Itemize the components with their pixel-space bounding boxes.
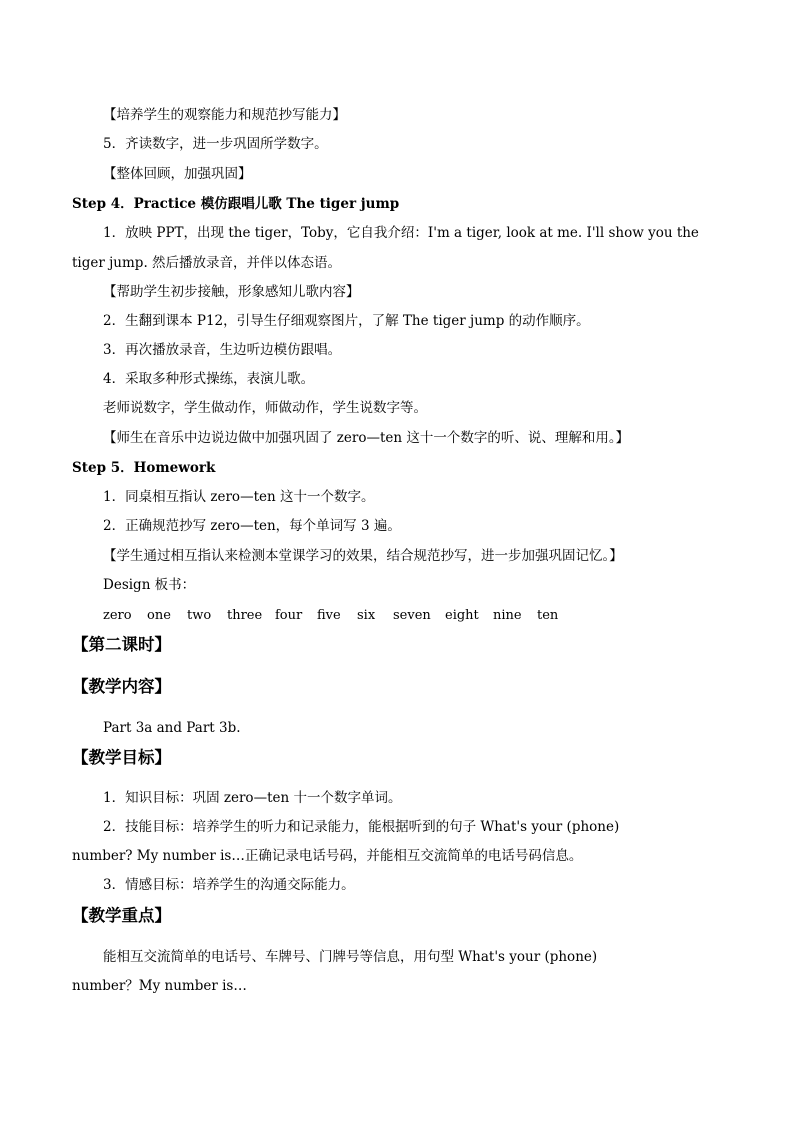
step4-item1-line2: tiger jump. 然后播放录音，并伴以体态语。: [72, 255, 342, 271]
focus-line1: 能相互交流简单的电话号、车牌号、门牌号等信息，用句型 What's your (phone): [103, 949, 598, 965]
teaching-focus-heading: 【教学重点】: [72, 906, 171, 925]
number-word: eight: [445, 608, 479, 623]
focus-line2: number？My number is…: [72, 978, 247, 994]
step5-item2: 2．正确规范抄写 zero—ten，每个单词写 3 遍。: [103, 518, 401, 534]
step3-item5: 5．齐读数字，进一步巩固所学数字。: [103, 136, 328, 152]
blackboard-design-label: Design 板书：: [103, 577, 196, 593]
step4-title-cn: 模仿跟唱儿歌: [200, 196, 282, 212]
number-word: zero: [103, 608, 132, 623]
lesson2-heading: 【第二课时】: [72, 635, 171, 654]
note-observation-ability: 【培养学生的观察能力和规范抄写能力】: [103, 107, 346, 123]
note-review: 【整体回顾，加强巩固】: [103, 166, 252, 182]
number-word: seven: [393, 608, 431, 623]
goal-skill-line2: number? My number is…正确记录电话号码，并能相互交流简单的电话号码信息。: [72, 848, 583, 864]
number-word: five: [317, 608, 341, 623]
goal-skill-line1: 2．技能目标：培养学生的听力和记录能力，能根据听到的句子 What's your (phone): [103, 819, 620, 835]
number-word: three: [227, 608, 263, 623]
step4-item4: 4．采取多种形式操练，表演儿歌。: [103, 371, 315, 387]
step4-heading: [72, 194, 722, 214]
blackboard-number-words: [103, 606, 663, 626]
note-music-practice: 【师生在音乐中边说边做中加强巩固了 zero—ten 这十一个数字的听、说、理解和用。】: [103, 430, 630, 446]
step4-title-en: The tiger jump: [286, 196, 400, 212]
step4-item3: 3．再次播放录音，生边听边模仿跟唱。: [103, 342, 342, 358]
number-word: four: [275, 608, 303, 623]
step5-heading: Step 5．Homework: [72, 460, 216, 476]
teaching-content-text: Part 3a and Part 3b.: [103, 720, 241, 736]
number-word: six: [357, 608, 376, 623]
number-word: nine: [493, 608, 522, 623]
note-homework-purpose: 【学生通过相互指认来检测本堂课学习的效果，结合规范抄写，进一步加强巩固记忆。】: [103, 548, 623, 564]
note-song-perception: 【帮助学生初步接触，形象感知儿歌内容】: [103, 284, 360, 300]
step4-label: Step 4．Practice: [72, 196, 197, 212]
number-word: one: [147, 608, 171, 623]
step4-item1-line1: 1．放映 PPT，出现 the tiger，Toby，它自我介绍：I'm a tiger, look at me. I'll show you the: [103, 225, 699, 241]
number-word: ten: [537, 608, 559, 623]
number-word: two: [187, 608, 212, 623]
goal-emotion: 3．情感目标：培养学生的沟通交际能力。: [103, 877, 355, 893]
step5-item1: 1．同桌相互指认 zero—ten 这十一个数字。: [103, 489, 375, 505]
goal-knowledge: 1．知识目标：巩固 zero—ten 十一个数字单词。: [103, 790, 402, 806]
step4-activity: 老师说数字，学生做动作，师做动作，学生说数字等。: [103, 400, 427, 416]
step4-item2: 2．生翻到课本 P12，引导生仔细观察图片，了解 The tiger jump 的动作顺序。: [103, 313, 590, 329]
teaching-goals-heading: 【教学目标】: [72, 748, 171, 767]
teaching-content-heading: 【教学内容】: [72, 677, 171, 696]
